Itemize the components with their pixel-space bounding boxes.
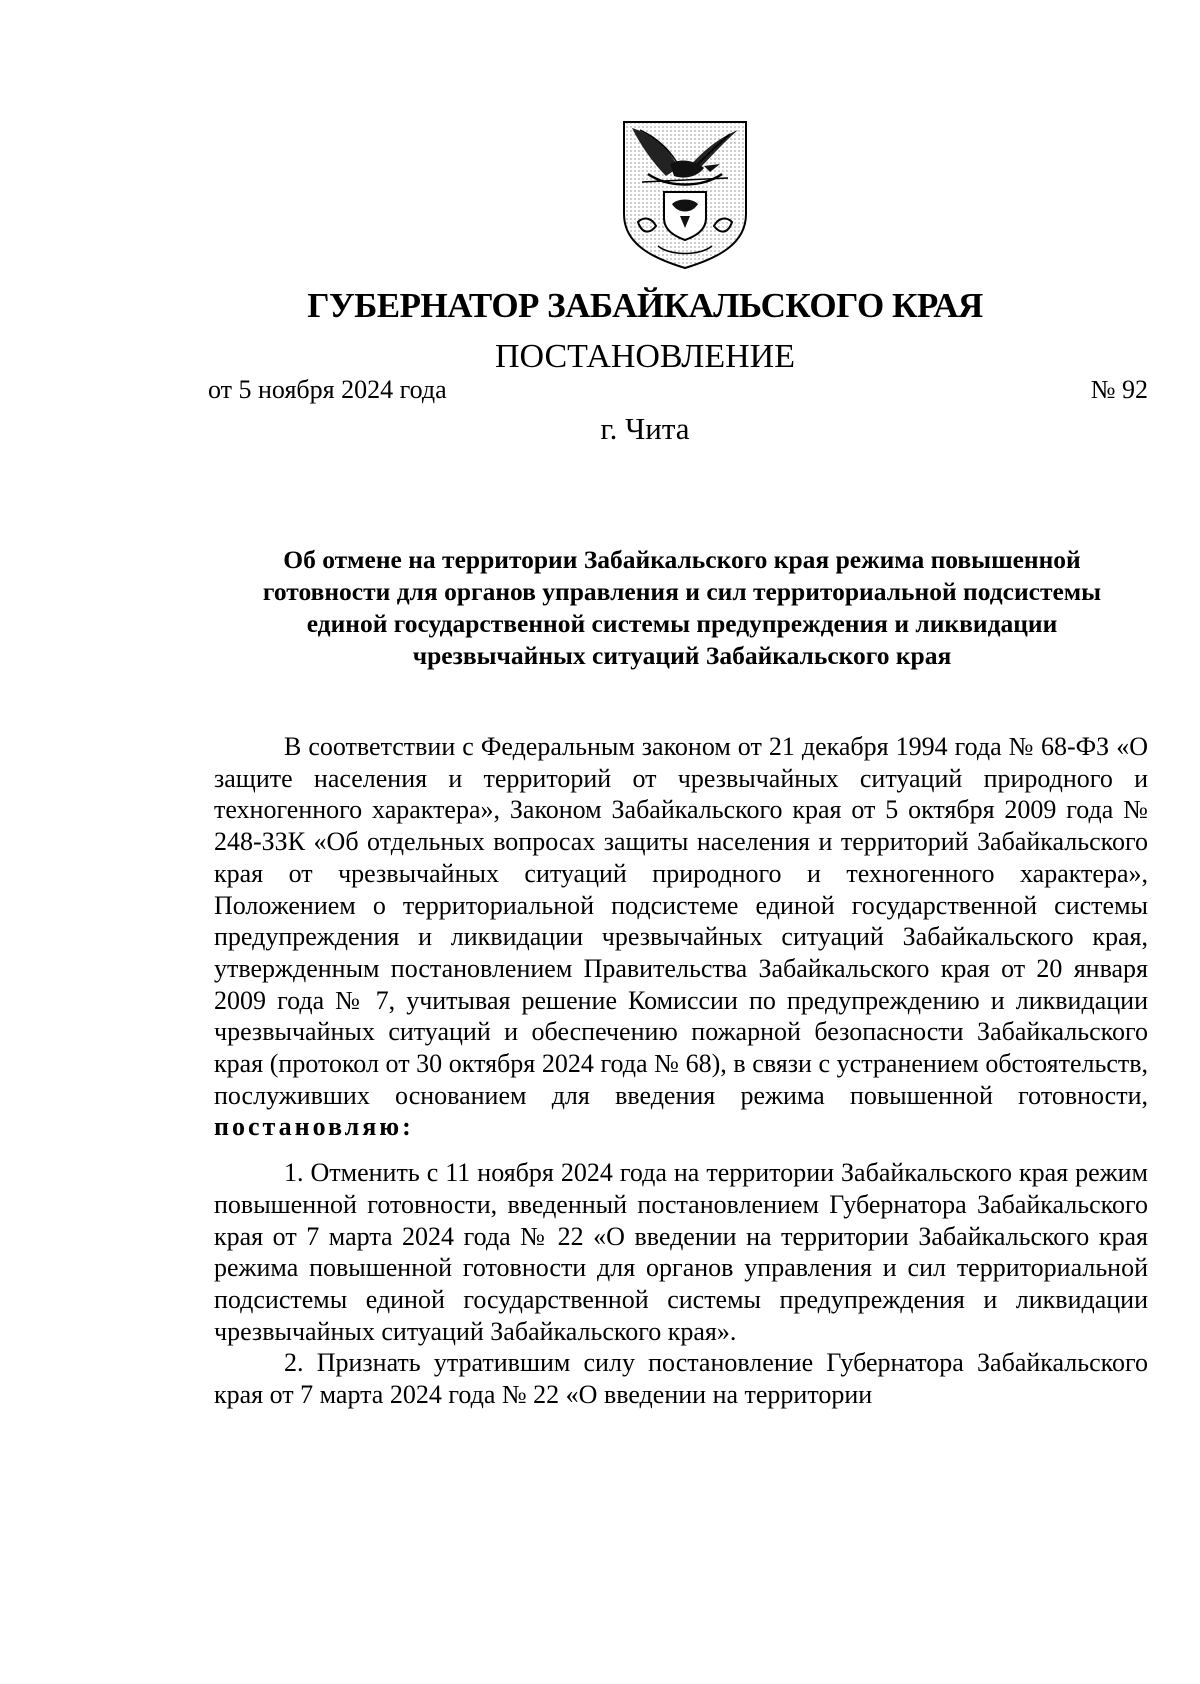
preamble-text: В соответствии с Федеральным законом от 21 декабря 1994 года № 68-ФЗ «О защите населения и территорий от чрезвычайных ситуаций природного и техногенного характера», Законом Забайкальского края от 5 октября 2009 года № 248-ЗЗК «Об отдельных вопросах защиты населения и территорий Забайкальского края от чрезвычайных ситуаций природного и техногенного характера», Положением о территориальной подсистеме единой государственной системы предупреждения и ликвидации чрезвычайных ситуаций Забайкальского края, утвержденным постановлением Правительства Забайкальского края от 20 января 2009 года № 7, учитывая решение Комиссии по предупреждению и ликвидации чрезвычайных ситуаций и обеспечению пожарной безопасности Забайкальского края (протокол от 30 октября 2024 года № 68), в связи с устранением обстоятельств, послуживших основанием для введения режима повышенной готовности, xyxy=(214,732,1148,1110)
document-city: г. Чита xyxy=(600,411,690,446)
issuing-authority: ГУБЕРНАТОР ЗАБАЙКАЛЬСКОГО КРАЯ xyxy=(307,286,983,325)
document-title xyxy=(208,544,1156,672)
title-line: единой государственной системы предупреждения и ликвидации xyxy=(306,609,1058,638)
decree-word: постановляю: xyxy=(214,1112,414,1142)
item-paragraph-2: 2. Признать утратившим силу постановление Губернатора Забайкальского края от 7 марта 2024 года № 22 «О введении на территории xyxy=(214,1348,1148,1410)
document-number: № 92 xyxy=(1090,375,1148,404)
preamble-paragraph xyxy=(214,731,1148,1143)
document-type: ПОСТАНОВЛЕНИЕ xyxy=(494,338,796,375)
title-line: Об отмене на территории Забайкальского края режима повышенной xyxy=(283,545,1081,574)
title-line: готовности для органов управления и сил территориальной подсистемы xyxy=(262,577,1102,606)
title-line: чрезвычайных ситуаций Забайкальского края xyxy=(412,641,952,670)
document-body xyxy=(214,731,1148,1411)
item-paragraph-1: 1. Отменить с 11 ноября 2024 года на территории Забайкальского края режим повышенной готовности, введенный постановлением Губернатора Забайкальского края от 7 марта 2024 года № 22 «О введении на территории Забайкальского края режима повышенной готовности для органов управления и сил территориальной подсистемы единой государственной системы предупреждения и ликвидации чрезвычайных ситуаций Забайкальского края». xyxy=(214,1158,1148,1346)
document-date: от 5 ноября 2024 года xyxy=(208,375,447,404)
coat-of-arms-icon xyxy=(618,118,752,272)
